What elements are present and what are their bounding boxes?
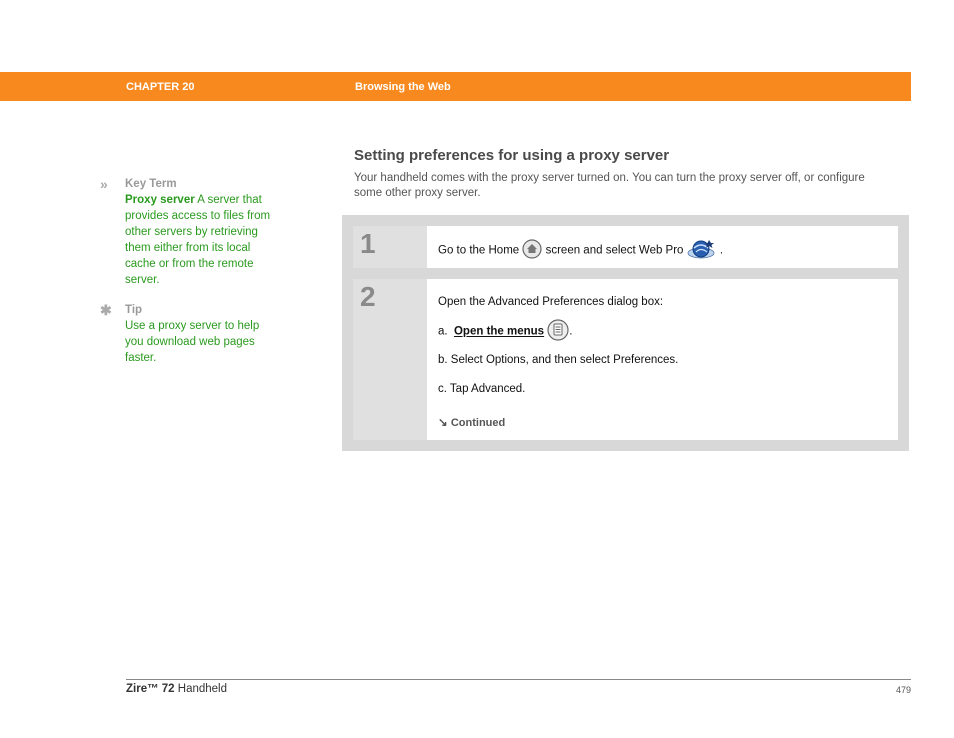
tip-text: Use a proxy server to help you download web pages faster. xyxy=(125,320,260,364)
web-pro-globe-icon[interactable] xyxy=(687,238,717,263)
page-title: Setting preferences for using a proxy server xyxy=(354,147,670,164)
key-term-word: Proxy server xyxy=(125,194,195,206)
step-number: 2 xyxy=(353,279,427,440)
footer-product xyxy=(126,683,227,695)
chapter-header-bar xyxy=(0,72,911,101)
step-2-text: Open the Advanced Preferences dialog box: xyxy=(438,296,664,308)
step-number: 1 xyxy=(353,226,427,268)
footer-divider xyxy=(126,679,911,680)
open-menus-link[interactable]: Open the menus xyxy=(453,325,545,338)
step-2 xyxy=(353,279,898,440)
step-2-substep-c: c. Tap Advanced. xyxy=(438,383,526,395)
key-term-title: Key Term xyxy=(125,178,177,190)
continued-indicator xyxy=(438,415,505,429)
continued-label: Continued xyxy=(450,417,506,429)
tip-title: Tip xyxy=(125,304,143,316)
step-1 xyxy=(353,226,898,268)
page-number: 479 xyxy=(895,685,911,695)
substep-a-prefix: a. xyxy=(438,325,448,338)
section-title: Browsing the Web xyxy=(355,81,451,93)
arrow-down-right-icon: ↘ xyxy=(438,417,448,429)
step-1-text-middle: screen and select Web Pro xyxy=(545,244,684,257)
key-term-definition: A server that provides access to files from other servers by retrieving them either from its local cache or from the remote server. xyxy=(125,194,271,286)
double-chevron-icon: » xyxy=(100,176,108,192)
step-1-text-before: Go to the Home xyxy=(438,244,520,257)
intro-paragraph: Your handheld comes with the proxy server turned on. You can turn the proxy server off, or configure some other proxy server. xyxy=(354,172,865,199)
chapter-label: CHAPTER 20 xyxy=(126,81,195,93)
menu-icon[interactable] xyxy=(547,319,569,344)
steps-box xyxy=(342,215,909,451)
footer-product-suffix: Handheld xyxy=(174,683,228,695)
tip-block xyxy=(100,302,280,366)
footer-product-name: Zire™ 72 xyxy=(126,683,175,695)
step-1-text-after: . xyxy=(719,244,724,257)
sidebar xyxy=(100,176,280,380)
step-2-substep-b: b. Select Options, and then select Preferences. xyxy=(438,354,679,366)
asterisk-icon: ✱ xyxy=(100,302,112,318)
substep-a-after: . xyxy=(569,325,573,338)
key-term-block xyxy=(100,176,280,288)
home-icon[interactable] xyxy=(522,239,542,262)
key-term-text xyxy=(125,192,280,288)
step-2-substep-a xyxy=(438,319,573,344)
